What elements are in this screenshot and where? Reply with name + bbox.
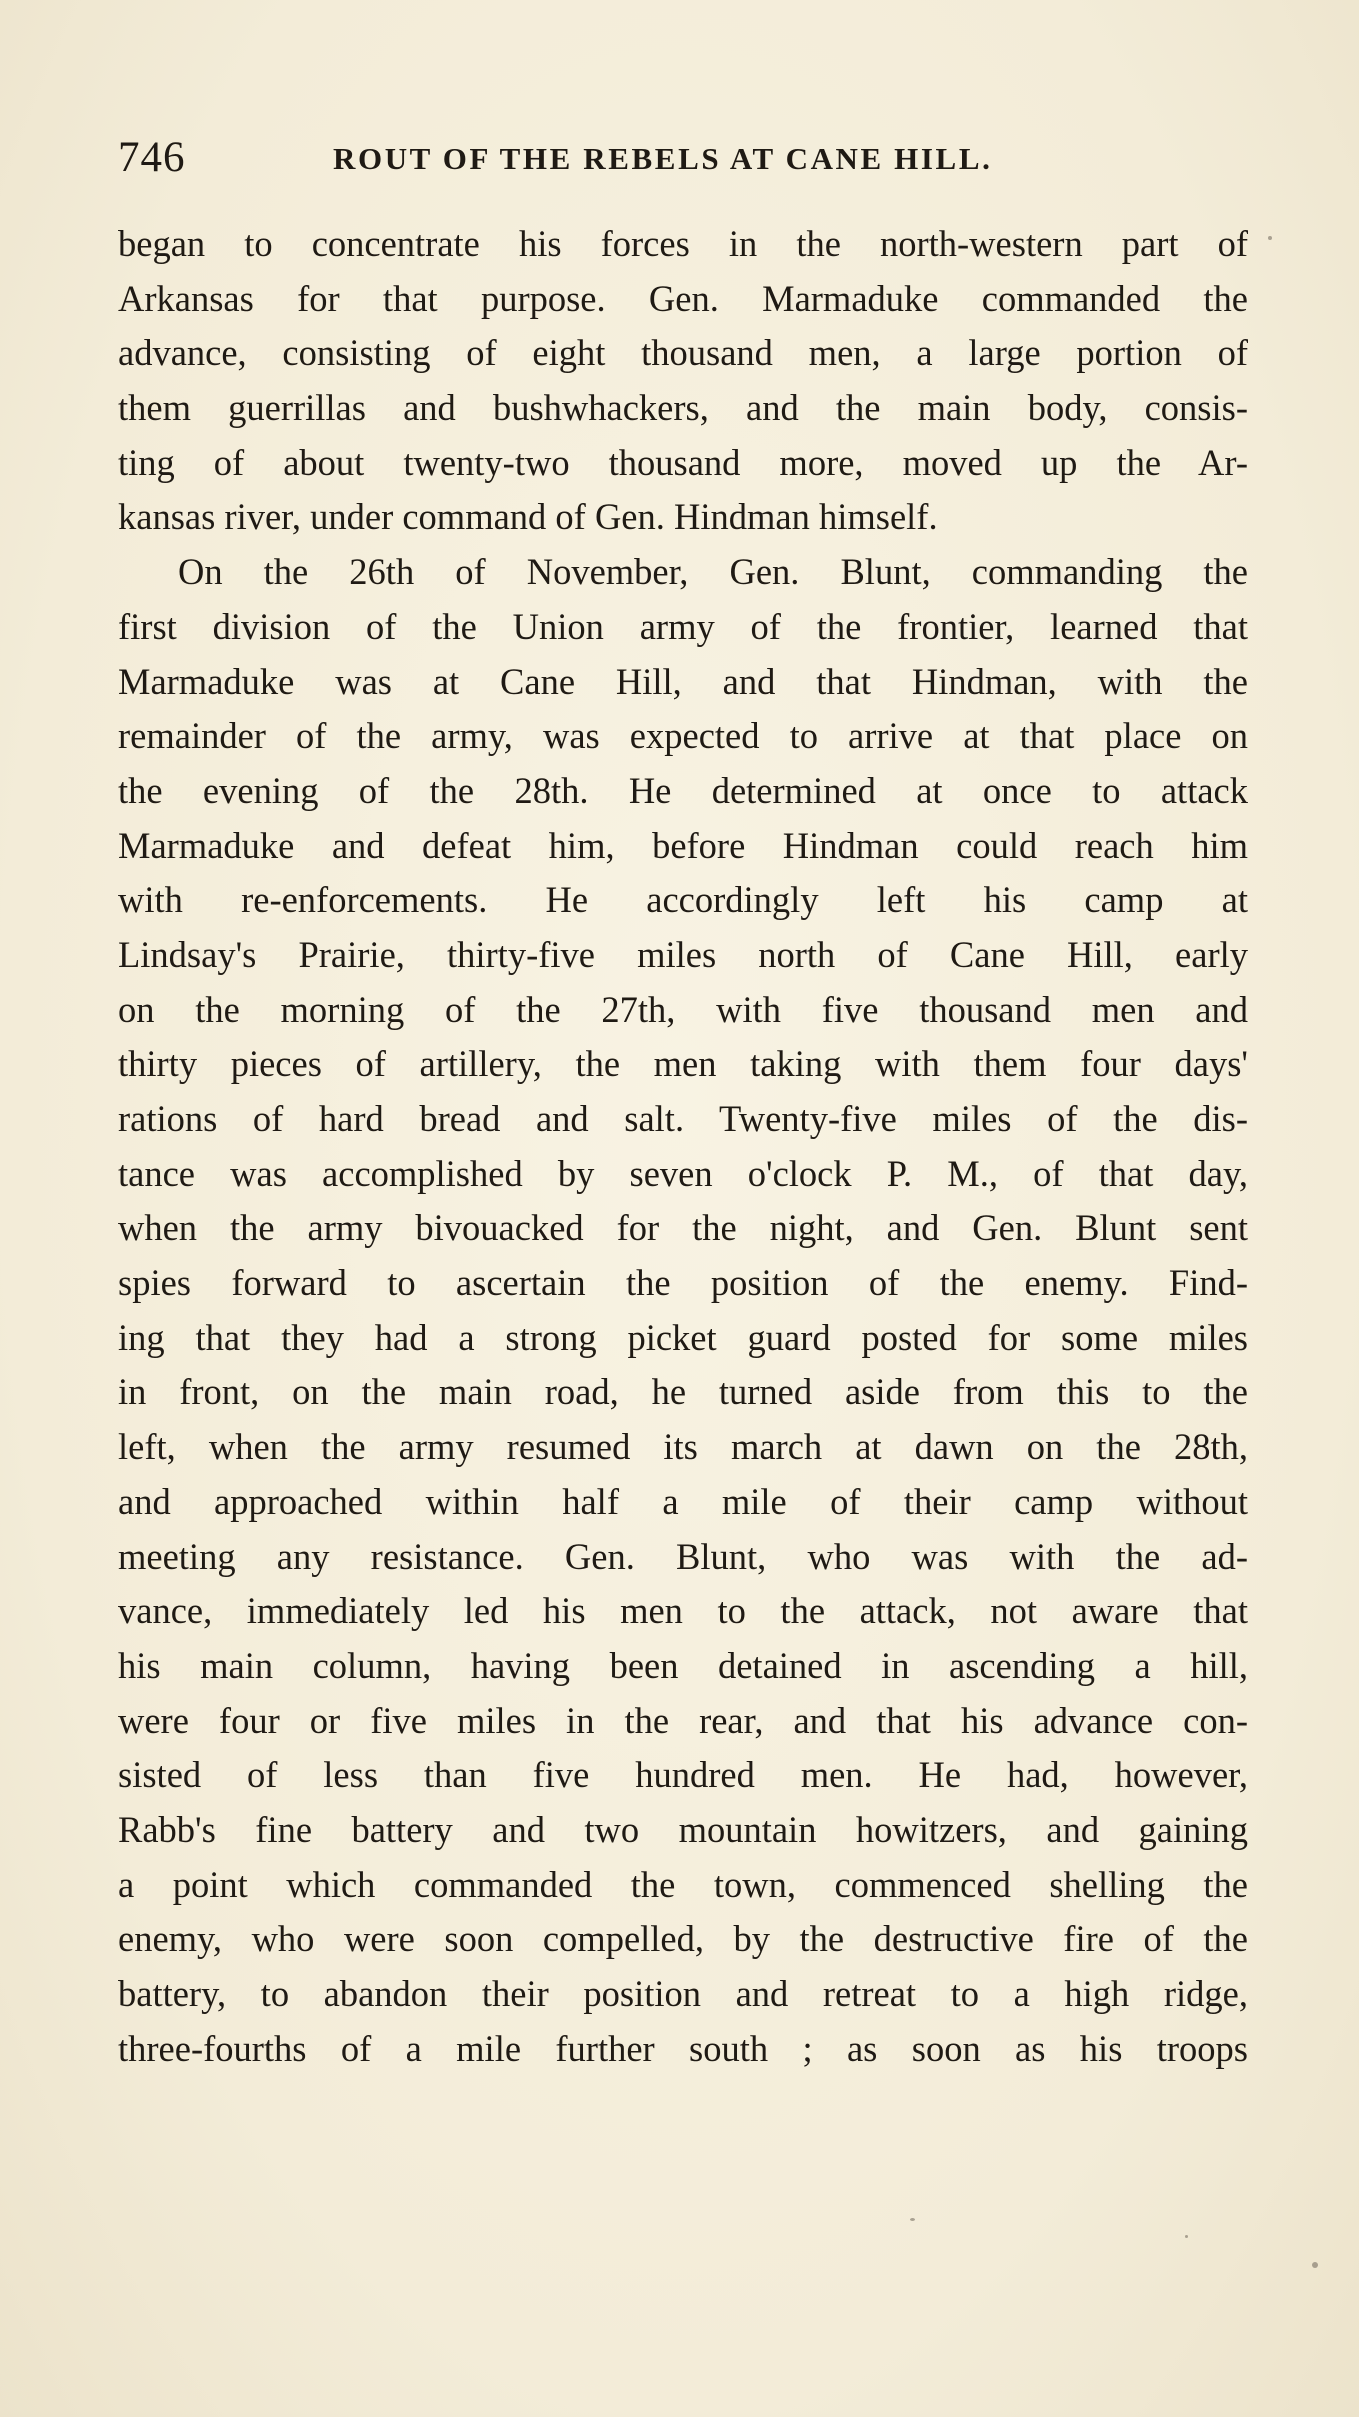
text-line: advance, consisting of eight thousand men, a large portion of: [118, 332, 1248, 374]
text-line: rations of hard bread and salt. Twenty-five miles of the dis-: [118, 1098, 1248, 1139]
body-text: [118, 217, 1248, 2076]
text-line: kansas river, under command of Gen. Hindman himself.: [118, 496, 938, 538]
text-line: vance, immediately led his men to the attack, not aware that: [118, 1590, 1248, 1632]
text-line: remainder of the army, was expected to arrive at that place on: [118, 715, 1248, 757]
paper-speck: [1312, 2262, 1318, 2268]
text-line: Rabb's fine battery and two mountain howitzers, and gaining: [118, 1808, 1248, 1850]
paper-speck: [1268, 236, 1272, 240]
page-number: 746: [118, 134, 186, 181]
text-line: the evening of the 28th. He determined at once to attack: [118, 769, 1248, 811]
text-line: when the army bivouacked for the night, and Gen. Blunt sent: [118, 1207, 1248, 1249]
text-line: three-fourths of a mile further south ; as soon as his troops: [118, 2027, 1248, 2069]
text-line: first division of the Union army of the frontier, learned that: [118, 605, 1248, 647]
text-line: a point which commanded the town, commenced shelling the: [118, 1863, 1248, 1905]
text-line: ing that they had a strong picket guard posted for some miles: [118, 1316, 1248, 1358]
text-line: left, when the army resumed its march at dawn on the 28th,: [118, 1426, 1248, 1468]
text-line: spies forward to ascertain the position of the enemy. Find-: [118, 1262, 1248, 1304]
text-line: on the morning of the 27th, with five thousand men and: [118, 988, 1248, 1030]
text-line: tance was accomplished by seven o'clock P. M., of that day,: [118, 1152, 1248, 1194]
text-line: and approached within half a mile of their camp without: [118, 1480, 1248, 1522]
text-line: with re-enforcements. He accordingly left his camp at: [118, 879, 1248, 921]
text-line: sisted of less than five hundred men. He had, however,: [118, 1754, 1248, 1796]
running-head: ROUT OF THE REBELS AT CANE HILL.: [333, 141, 993, 176]
text-line: them guerrillas and bushwhackers, and the main body, consis-: [118, 387, 1248, 429]
paper-speck: [1185, 2235, 1188, 2238]
text-line: his main column, having been detained in ascending a hill,: [118, 1644, 1248, 1686]
text-line: Marmaduke was at Cane Hill, and that Hindman, with the: [118, 660, 1248, 702]
text-line: enemy, who were soon compelled, by the destructive fire of the: [118, 1918, 1248, 1960]
text-line: thirty pieces of artillery, the men taking with them four days': [118, 1043, 1248, 1085]
text-line: Lindsay's Prairie, thirty-five miles north of Cane Hill, early: [118, 933, 1248, 975]
text-line: meeting any resistance. Gen. Blunt, who was with the ad-: [118, 1535, 1248, 1577]
text-line: began to concentrate his forces in the north-western part of: [118, 223, 1248, 264]
page-header: [118, 128, 1248, 188]
text-line: were four or five miles in the rear, and that his advance con-: [118, 1699, 1248, 1741]
text-line: ting of about twenty-two thousand more, moved up the Ar-: [118, 441, 1248, 483]
text-line: battery, to abandon their position and retreat to a high ridge,: [118, 1973, 1248, 2014]
paper-speck: [910, 2218, 915, 2221]
text-line: in front, on the main road, he turned aside from this to the: [118, 1371, 1248, 1413]
text-line: On the 26th of November, Gen. Blunt, commanding the: [178, 551, 1248, 593]
text-line: Arkansas for that purpose. Gen. Marmaduke commanded the: [118, 277, 1248, 319]
text-line: Marmaduke and defeat him, before Hindman could reach him: [118, 824, 1248, 866]
